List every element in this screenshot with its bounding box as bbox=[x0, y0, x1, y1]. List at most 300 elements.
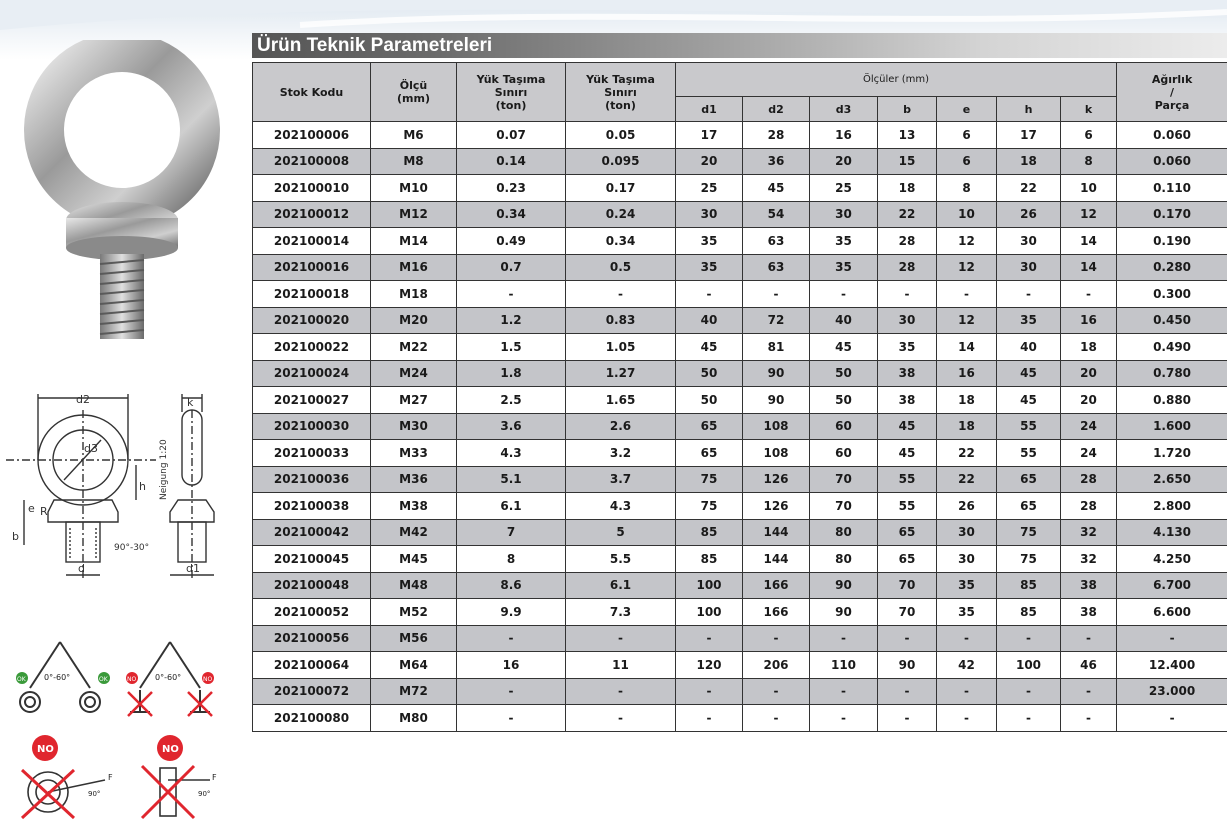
cell-h: 45 bbox=[997, 360, 1061, 387]
cell-d2: - bbox=[743, 625, 810, 652]
cell-d1: 25 bbox=[676, 175, 743, 202]
cell-yuk-2: 7.3 bbox=[566, 599, 676, 626]
cell-h: 35 bbox=[997, 307, 1061, 334]
no-badge-3: NO bbox=[37, 744, 54, 755]
cell-stok-kodu: 202100022 bbox=[253, 334, 371, 361]
title-bar bbox=[252, 33, 1227, 58]
cell-yuk-1: 7 bbox=[457, 519, 566, 546]
cell-olcu: M20 bbox=[371, 307, 457, 334]
cell-stok-kodu: 202100033 bbox=[253, 440, 371, 467]
table-row bbox=[253, 678, 1227, 705]
cell-d1: 20 bbox=[676, 148, 743, 175]
cell-yuk-2: 0.83 bbox=[566, 307, 676, 334]
cell-yuk-2: 1.27 bbox=[566, 360, 676, 387]
cell-b: 35 bbox=[878, 334, 937, 361]
table-row bbox=[253, 705, 1227, 732]
cell-yuk-1: 1.8 bbox=[457, 360, 566, 387]
cell-b: - bbox=[878, 705, 937, 732]
cell-e: 18 bbox=[937, 387, 997, 414]
label-R: R bbox=[40, 505, 48, 518]
label-k: k bbox=[187, 396, 194, 409]
cell-h: 55 bbox=[997, 413, 1061, 440]
cell-d3: 16 bbox=[810, 122, 878, 149]
cell-yuk-2: 11 bbox=[566, 652, 676, 679]
cell-yuk-2: 5.5 bbox=[566, 546, 676, 573]
cell-stok-kodu: 202100048 bbox=[253, 572, 371, 599]
cell-d3: 70 bbox=[810, 493, 878, 520]
cell-d1: 85 bbox=[676, 546, 743, 573]
label-angle: 90°-30° bbox=[114, 543, 150, 553]
table-row bbox=[253, 201, 1227, 228]
cell-agirlik: 0.450 bbox=[1117, 307, 1227, 334]
cell-yuk-2: 0.34 bbox=[566, 228, 676, 255]
cell-yuk-1: 8 bbox=[457, 546, 566, 573]
cell-d2: 36 bbox=[743, 148, 810, 175]
cell-d1: 75 bbox=[676, 493, 743, 520]
cell-olcu: M56 bbox=[371, 625, 457, 652]
cell-d1: 100 bbox=[676, 572, 743, 599]
cell-agirlik: 1.720 bbox=[1117, 440, 1227, 467]
cell-yuk-2: 4.3 bbox=[566, 493, 676, 520]
cell-d2: 126 bbox=[743, 493, 810, 520]
cell-yuk-2: 0.17 bbox=[566, 175, 676, 202]
cell-olcu: M6 bbox=[371, 122, 457, 149]
cell-h: 40 bbox=[997, 334, 1061, 361]
force-label-1: F bbox=[108, 773, 113, 782]
cell-b: 70 bbox=[878, 572, 937, 599]
cell-d2: 126 bbox=[743, 466, 810, 493]
cell-yuk-1: - bbox=[457, 625, 566, 652]
cell-b: 38 bbox=[878, 387, 937, 414]
cell-k: 28 bbox=[1061, 466, 1117, 493]
cell-yuk-1: 8.6 bbox=[457, 572, 566, 599]
cell-d3: 80 bbox=[810, 546, 878, 573]
cell-d3: - bbox=[810, 705, 878, 732]
cell-yuk-1: 0.7 bbox=[457, 254, 566, 281]
cell-k: 8 bbox=[1061, 148, 1117, 175]
cell-h: 85 bbox=[997, 599, 1061, 626]
table-row bbox=[253, 175, 1227, 202]
cell-yuk-1: 0.49 bbox=[457, 228, 566, 255]
cell-d1: 50 bbox=[676, 387, 743, 414]
cell-yuk-1: 0.14 bbox=[457, 148, 566, 175]
cell-d3: 35 bbox=[810, 254, 878, 281]
cell-e: 22 bbox=[937, 440, 997, 467]
cell-k: 28 bbox=[1061, 493, 1117, 520]
cell-olcu: M38 bbox=[371, 493, 457, 520]
ok-badge-1: OK bbox=[17, 676, 26, 683]
cell-h: 17 bbox=[997, 122, 1061, 149]
cell-yuk-2: 0.05 bbox=[566, 122, 676, 149]
cell-d3: 30 bbox=[810, 201, 878, 228]
header-d1: d1 bbox=[676, 97, 743, 122]
cell-k: 6 bbox=[1061, 122, 1117, 149]
cell-yuk-2: 1.05 bbox=[566, 334, 676, 361]
header-h: h bbox=[997, 97, 1061, 122]
cell-e: 6 bbox=[937, 122, 997, 149]
cell-stok-kodu: 202100036 bbox=[253, 466, 371, 493]
cell-d3: 40 bbox=[810, 307, 878, 334]
cell-h: 30 bbox=[997, 254, 1061, 281]
cell-d2: - bbox=[743, 281, 810, 308]
cell-e: 26 bbox=[937, 493, 997, 520]
cell-yuk-2: 2.6 bbox=[566, 413, 676, 440]
table-row bbox=[253, 625, 1227, 652]
cell-e: - bbox=[937, 678, 997, 705]
cell-agirlik: 6.700 bbox=[1117, 572, 1227, 599]
cell-d2: - bbox=[743, 678, 810, 705]
cell-h: 100 bbox=[997, 652, 1061, 679]
cell-d3: 90 bbox=[810, 599, 878, 626]
cell-k: 12 bbox=[1061, 201, 1117, 228]
cell-k: 14 bbox=[1061, 228, 1117, 255]
cell-olcu: M16 bbox=[371, 254, 457, 281]
cell-stok-kodu: 202100016 bbox=[253, 254, 371, 281]
cell-olcu: M8 bbox=[371, 148, 457, 175]
spec-table bbox=[252, 62, 1227, 732]
lifting-angle-diagram bbox=[10, 640, 222, 820]
cell-agirlik: 1.600 bbox=[1117, 413, 1227, 440]
header-k: k bbox=[1061, 97, 1117, 122]
cell-d3: 35 bbox=[810, 228, 878, 255]
ok-badge-2: OK bbox=[99, 676, 108, 683]
cell-agirlik: 12.400 bbox=[1117, 652, 1227, 679]
cell-stok-kodu: 202100030 bbox=[253, 413, 371, 440]
table-row bbox=[253, 254, 1227, 281]
cell-yuk-2: 5 bbox=[566, 519, 676, 546]
cell-e: 42 bbox=[937, 652, 997, 679]
cell-agirlik: 2.800 bbox=[1117, 493, 1227, 520]
cell-yuk-2: 3.2 bbox=[566, 440, 676, 467]
cell-stok-kodu: 202100042 bbox=[253, 519, 371, 546]
cell-d3: 50 bbox=[810, 387, 878, 414]
cell-stok-kodu: 202100038 bbox=[253, 493, 371, 520]
header-agirlik: Ağırlık / Parça bbox=[1117, 63, 1227, 122]
cell-stok-kodu: 202100012 bbox=[253, 201, 371, 228]
cell-yuk-2: 0.095 bbox=[566, 148, 676, 175]
label-b: b bbox=[12, 530, 19, 543]
cell-agirlik: 23.000 bbox=[1117, 678, 1227, 705]
cell-d2: 144 bbox=[743, 519, 810, 546]
cell-agirlik: 0.190 bbox=[1117, 228, 1227, 255]
cell-yuk-1: - bbox=[457, 678, 566, 705]
cell-b: 55 bbox=[878, 493, 937, 520]
cell-k: 24 bbox=[1061, 413, 1117, 440]
cell-b: 55 bbox=[878, 466, 937, 493]
cell-agirlik: 0.490 bbox=[1117, 334, 1227, 361]
table-row bbox=[253, 413, 1227, 440]
cell-k: 16 bbox=[1061, 307, 1117, 334]
cell-yuk-2: - bbox=[566, 678, 676, 705]
cell-b: 22 bbox=[878, 201, 937, 228]
cell-e: 6 bbox=[937, 148, 997, 175]
cell-k: - bbox=[1061, 281, 1117, 308]
cell-h: 75 bbox=[997, 519, 1061, 546]
cell-d1: 65 bbox=[676, 440, 743, 467]
spec-table-body bbox=[253, 122, 1227, 732]
cell-k: 20 bbox=[1061, 360, 1117, 387]
cell-h: - bbox=[997, 281, 1061, 308]
cell-e: 22 bbox=[937, 466, 997, 493]
cell-b: 30 bbox=[878, 307, 937, 334]
header-yuk-tasima-2: Yük Taşıma Sınırı (ton) bbox=[566, 63, 676, 122]
cell-agirlik: 4.250 bbox=[1117, 546, 1227, 573]
cell-d3: 90 bbox=[810, 572, 878, 599]
cell-k: 24 bbox=[1061, 440, 1117, 467]
cell-d1: 50 bbox=[676, 360, 743, 387]
cell-d1: 65 bbox=[676, 413, 743, 440]
cell-d3: 45 bbox=[810, 334, 878, 361]
cell-d1: 30 bbox=[676, 201, 743, 228]
cell-d2: 72 bbox=[743, 307, 810, 334]
cell-k: - bbox=[1061, 678, 1117, 705]
cell-k: 14 bbox=[1061, 254, 1117, 281]
cell-k: 10 bbox=[1061, 175, 1117, 202]
cell-b: 65 bbox=[878, 519, 937, 546]
no-badge-2: NO bbox=[203, 676, 213, 683]
cell-d3: 20 bbox=[810, 148, 878, 175]
cell-stok-kodu: 202100018 bbox=[253, 281, 371, 308]
cell-d2: 166 bbox=[743, 599, 810, 626]
cell-d1: 17 bbox=[676, 122, 743, 149]
cell-yuk-1: 6.1 bbox=[457, 493, 566, 520]
header-olculer: Ölçüler (mm) bbox=[676, 63, 1117, 97]
cell-d3: 60 bbox=[810, 413, 878, 440]
angle-90-1: 90° bbox=[88, 790, 101, 798]
cell-yuk-1: 4.3 bbox=[457, 440, 566, 467]
no-badge-4: NO bbox=[162, 744, 179, 755]
no-badge-1: NO bbox=[127, 676, 137, 683]
cell-d3: 60 bbox=[810, 440, 878, 467]
table-row bbox=[253, 122, 1227, 149]
cell-olcu: M48 bbox=[371, 572, 457, 599]
cell-yuk-1: 0.07 bbox=[457, 122, 566, 149]
cell-agirlik: 6.600 bbox=[1117, 599, 1227, 626]
cell-stok-kodu: 202100045 bbox=[253, 546, 371, 573]
cell-d1: 45 bbox=[676, 334, 743, 361]
header-d2: d2 bbox=[743, 97, 810, 122]
cell-stok-kodu: 202100056 bbox=[253, 625, 371, 652]
table-row bbox=[253, 466, 1227, 493]
cell-d2: 108 bbox=[743, 440, 810, 467]
cell-agirlik: 4.130 bbox=[1117, 519, 1227, 546]
cell-k: - bbox=[1061, 625, 1117, 652]
table-row bbox=[253, 599, 1227, 626]
cell-k: 38 bbox=[1061, 572, 1117, 599]
cell-yuk-1: 2.5 bbox=[457, 387, 566, 414]
table-row bbox=[253, 387, 1227, 414]
cell-e: 12 bbox=[937, 307, 997, 334]
cell-e: - bbox=[937, 705, 997, 732]
cell-stok-kodu: 202100006 bbox=[253, 122, 371, 149]
cell-stok-kodu: 202100024 bbox=[253, 360, 371, 387]
cell-yuk-1: 9.9 bbox=[457, 599, 566, 626]
cell-olcu: M18 bbox=[371, 281, 457, 308]
cell-d3: - bbox=[810, 625, 878, 652]
cell-d3: 110 bbox=[810, 652, 878, 679]
cell-olcu: M22 bbox=[371, 334, 457, 361]
cell-agirlik: 2.650 bbox=[1117, 466, 1227, 493]
cell-yuk-1: - bbox=[457, 281, 566, 308]
cell-stok-kodu: 202100064 bbox=[253, 652, 371, 679]
cell-yuk-2: - bbox=[566, 705, 676, 732]
header-e: e bbox=[937, 97, 997, 122]
cell-olcu: M45 bbox=[371, 546, 457, 573]
cell-h: 18 bbox=[997, 148, 1061, 175]
cell-b: 45 bbox=[878, 440, 937, 467]
cell-olcu: M42 bbox=[371, 519, 457, 546]
cell-h: 22 bbox=[997, 175, 1061, 202]
page-title: Ürün Teknik Parametreleri bbox=[257, 35, 493, 56]
header-b: b bbox=[878, 97, 937, 122]
cell-b: - bbox=[878, 625, 937, 652]
cell-d2: 28 bbox=[743, 122, 810, 149]
cell-agirlik: - bbox=[1117, 625, 1227, 652]
cell-olcu: M30 bbox=[371, 413, 457, 440]
dimension-drawing bbox=[6, 390, 228, 585]
cell-d3: - bbox=[810, 281, 878, 308]
table-row bbox=[253, 281, 1227, 308]
cell-stok-kodu: 202100027 bbox=[253, 387, 371, 414]
eye-bolt-photo bbox=[4, 40, 232, 345]
cell-e: 30 bbox=[937, 546, 997, 573]
cell-d1: 100 bbox=[676, 599, 743, 626]
cell-olcu: M27 bbox=[371, 387, 457, 414]
cell-d1: 35 bbox=[676, 254, 743, 281]
cell-e: - bbox=[937, 625, 997, 652]
cell-b: 45 bbox=[878, 413, 937, 440]
cell-agirlik: 0.280 bbox=[1117, 254, 1227, 281]
force-label-2: F bbox=[212, 773, 217, 782]
cell-olcu: M36 bbox=[371, 466, 457, 493]
cell-stok-kodu: 202100014 bbox=[253, 228, 371, 255]
cell-d2: 144 bbox=[743, 546, 810, 573]
cell-yuk-1: 16 bbox=[457, 652, 566, 679]
cell-h: 65 bbox=[997, 466, 1061, 493]
cell-k: 20 bbox=[1061, 387, 1117, 414]
cell-h: 65 bbox=[997, 493, 1061, 520]
cell-b: 28 bbox=[878, 228, 937, 255]
cell-d2: 45 bbox=[743, 175, 810, 202]
label-e: e bbox=[28, 502, 35, 515]
cell-h: 85 bbox=[997, 572, 1061, 599]
cell-olcu: M14 bbox=[371, 228, 457, 255]
cell-yuk-1: 0.34 bbox=[457, 201, 566, 228]
cell-b: 18 bbox=[878, 175, 937, 202]
cell-yuk-1: 0.23 bbox=[457, 175, 566, 202]
cell-e: 35 bbox=[937, 599, 997, 626]
table-row bbox=[253, 307, 1227, 334]
cell-d3: 70 bbox=[810, 466, 878, 493]
cell-e: 12 bbox=[937, 254, 997, 281]
header-d3: d3 bbox=[810, 97, 878, 122]
cell-e: - bbox=[937, 281, 997, 308]
table-row bbox=[253, 546, 1227, 573]
cell-olcu: M64 bbox=[371, 652, 457, 679]
cell-h: 26 bbox=[997, 201, 1061, 228]
cell-b: 38 bbox=[878, 360, 937, 387]
cell-yuk-2: 6.1 bbox=[566, 572, 676, 599]
cell-e: 12 bbox=[937, 228, 997, 255]
header-olcu: Ölçü (mm) bbox=[371, 63, 457, 122]
cell-d1: - bbox=[676, 705, 743, 732]
cell-e: 30 bbox=[937, 519, 997, 546]
cell-d1: 35 bbox=[676, 228, 743, 255]
cell-olcu: M33 bbox=[371, 440, 457, 467]
cell-k: - bbox=[1061, 705, 1117, 732]
angle-90-2: 90° bbox=[198, 790, 211, 798]
cell-yuk-2: 1.65 bbox=[566, 387, 676, 414]
cell-d1: - bbox=[676, 625, 743, 652]
cell-agirlik: 0.880 bbox=[1117, 387, 1227, 414]
cell-h: - bbox=[997, 705, 1061, 732]
cell-e: 16 bbox=[937, 360, 997, 387]
cell-d2: 63 bbox=[743, 228, 810, 255]
table-row bbox=[253, 519, 1227, 546]
cell-agirlik: 0.300 bbox=[1117, 281, 1227, 308]
cell-yuk-1: 1.5 bbox=[457, 334, 566, 361]
cell-h: 75 bbox=[997, 546, 1061, 573]
cell-agirlik: 0.780 bbox=[1117, 360, 1227, 387]
cell-e: 10 bbox=[937, 201, 997, 228]
cell-olcu: M80 bbox=[371, 705, 457, 732]
cell-stok-kodu: 202100020 bbox=[253, 307, 371, 334]
cell-stok-kodu: 202100080 bbox=[253, 705, 371, 732]
cell-olcu: M72 bbox=[371, 678, 457, 705]
cell-agirlik: - bbox=[1117, 705, 1227, 732]
cell-d2: 108 bbox=[743, 413, 810, 440]
cell-d3: 50 bbox=[810, 360, 878, 387]
cell-b: 13 bbox=[878, 122, 937, 149]
cell-yuk-2: - bbox=[566, 281, 676, 308]
cell-d2: 206 bbox=[743, 652, 810, 679]
cell-stok-kodu: 202100072 bbox=[253, 678, 371, 705]
cell-d3: - bbox=[810, 678, 878, 705]
cell-yuk-1: 5.1 bbox=[457, 466, 566, 493]
cell-d2: 81 bbox=[743, 334, 810, 361]
cell-d1: 75 bbox=[676, 466, 743, 493]
cell-olcu: M12 bbox=[371, 201, 457, 228]
cell-yuk-1: - bbox=[457, 705, 566, 732]
table-row bbox=[253, 334, 1227, 361]
cell-yuk-2: - bbox=[566, 625, 676, 652]
cell-d3: 80 bbox=[810, 519, 878, 546]
cell-d2: 54 bbox=[743, 201, 810, 228]
cell-b: 15 bbox=[878, 148, 937, 175]
cell-k: 38 bbox=[1061, 599, 1117, 626]
cell-b: 90 bbox=[878, 652, 937, 679]
cell-d1: - bbox=[676, 678, 743, 705]
table-row bbox=[253, 440, 1227, 467]
cell-stok-kodu: 202100052 bbox=[253, 599, 371, 626]
header-stok-kodu: Stok Kodu bbox=[253, 63, 371, 122]
cell-d1: - bbox=[676, 281, 743, 308]
cell-b: 65 bbox=[878, 546, 937, 573]
table-row bbox=[253, 228, 1227, 255]
cell-olcu: M24 bbox=[371, 360, 457, 387]
cell-stok-kodu: 202100008 bbox=[253, 148, 371, 175]
cell-d3: 25 bbox=[810, 175, 878, 202]
cell-agirlik: 0.060 bbox=[1117, 122, 1227, 149]
cell-h: - bbox=[997, 678, 1061, 705]
label-d1: d1 bbox=[186, 562, 200, 575]
cell-h: 30 bbox=[997, 228, 1061, 255]
cell-e: 18 bbox=[937, 413, 997, 440]
cell-d2: 63 bbox=[743, 254, 810, 281]
table-row bbox=[253, 572, 1227, 599]
label-neigung: Neigung 1:20 bbox=[159, 439, 169, 500]
cell-d1: 120 bbox=[676, 652, 743, 679]
